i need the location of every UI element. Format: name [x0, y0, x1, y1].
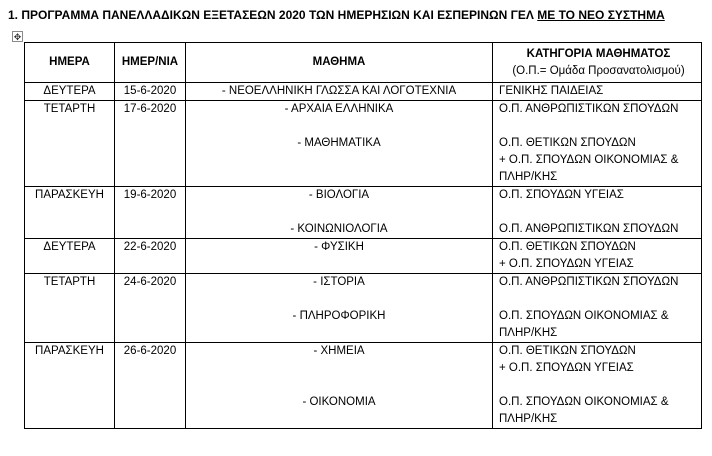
subject-line: - ΟΙΚΟΝΟΜΙΑ	[302, 396, 376, 408]
subject-line: - ΝΕΟΕΛΛΗΝΙΚΗ ΓΛΩΣΣΑ ΚΑΙ ΛΟΓΟΤΕΧΝΙΑ	[221, 85, 457, 97]
row-date: 17-6-2020	[115, 101, 186, 187]
table-move-handle[interactable]	[12, 31, 23, 42]
category-line: Ο.Π. ΣΠΟΥΔΩΝ ΥΓΕΙΑΣ	[499, 189, 624, 201]
subject-line: - ΦΥΣΙΚΗ	[314, 241, 364, 253]
row-subject	[186, 274, 493, 343]
subject-line: - ΙΣΤΟΡΙΑ	[313, 276, 365, 288]
row-date: 24-6-2020	[115, 274, 186, 343]
category-line: Ο.Π. ΑΝΘΡΩΠΙΣΤΙΚΩΝ ΣΠΟΥΔΩΝ	[499, 223, 679, 235]
row-day: ΠΑΡΑΣΚΕΥΗ	[25, 343, 115, 429]
header-subject: ΜΑΘΗΜΑ	[186, 43, 493, 83]
row-category	[493, 83, 702, 101]
row-subject	[186, 187, 493, 239]
category-line: Ο.Π. ΘΕΤΙΚΩΝ ΣΠΟΥΔΩΝ	[499, 241, 636, 253]
row-day: ΔΕΥΤΕΡΑ	[25, 239, 115, 274]
row-date: 26-6-2020	[115, 343, 186, 429]
row-subject	[186, 101, 493, 187]
title-text: 1. ΠΡΟΓΡΑΜΜΑ ΠΑΝΕΛΛΑΔΙΚΩΝ ΕΞΕΤΑΣΕΩΝ 2020 ΤΩΝ ΗΜΕΡΗΣΙΩΝ ΚΑΙ ΕΣΠΕΡΙΝΩΝ ΓΕΛ	[8, 8, 538, 22]
header-category	[493, 43, 702, 83]
row-category	[493, 101, 702, 187]
row-category	[493, 187, 702, 239]
category-line: Ο.Π. ΑΝΘΡΩΠΙΣΤΙΚΩΝ ΣΠΟΥΔΩΝ	[499, 276, 679, 288]
header-category-note: (Ο.Π.= Ομάδα Προσανατολισμού)	[512, 64, 685, 77]
subject-line: - ΠΛΗΡΟΦΟΡΙΚΗ	[292, 310, 386, 322]
title-underlined-text: ΜΕ ΤΟ ΝΕΟ ΣΥΣΤΗΜΑ	[537, 8, 665, 22]
table-header-row	[25, 43, 702, 83]
category-line: Ο.Π. ΘΕΤΙΚΩΝ ΣΠΟΥΔΩΝ	[499, 137, 636, 149]
row-day: ΔΕΥΤΕΡΑ	[25, 83, 115, 101]
document-title	[8, 8, 665, 22]
row-day: ΤΕΤΑΡΤΗ	[25, 274, 115, 343]
header-category-title: ΚΑΤΗΓΟΡΙΑ ΜΑΘΗΜΑΤΟΣ	[526, 47, 671, 60]
exam-schedule-table	[24, 42, 702, 429]
row-subject	[186, 239, 493, 274]
move-icon: ✥	[13, 32, 22, 42]
category-line: Ο.Π. ΣΠΟΥΔΩΝ ΟΙΚΟΝΟΜΙΑΣ &	[499, 310, 669, 322]
row-date: 15-6-2020	[115, 83, 186, 101]
subject-line: - ΑΡΧΑΙΑ ΕΛΛΗΝΙΚΑ	[284, 103, 394, 115]
category-line: Ο.Π. ΑΝΘΡΩΠΙΣΤΙΚΩΝ ΣΠΟΥΔΩΝ	[499, 103, 679, 115]
header-day: ΗΜΕΡΑ	[25, 43, 115, 83]
table-row	[25, 83, 702, 101]
row-category	[493, 239, 702, 274]
subject-line: - ΒΙΟΛΟΓΙΑ	[308, 189, 370, 201]
row-date: 22-6-2020	[115, 239, 186, 274]
row-day: ΤΕΤΑΡΤΗ	[25, 101, 115, 187]
row-date: 19-6-2020	[115, 187, 186, 239]
row-category	[493, 343, 702, 429]
header-date: ΗΜΕΡ/ΝΙΑ	[115, 43, 186, 83]
row-day: ΠΑΡΑΣΚΕΥΗ	[25, 187, 115, 239]
category-line: ΠΛΗΡ/ΚΗΣ	[499, 171, 558, 183]
category-line: + Ο.Π. ΣΠΟΥΔΩΝ ΥΓΕΙΑΣ	[499, 258, 634, 270]
table-row	[25, 239, 702, 274]
category-line: ΓΕΝΙΚΗΣ ΠΑΙΔΕΙΑΣ	[499, 85, 604, 97]
table-row	[25, 187, 702, 239]
category-line: ΠΛΗΡ/ΚΗΣ	[499, 413, 558, 425]
row-category	[493, 274, 702, 343]
table-row	[25, 274, 702, 343]
category-line: + Ο.Π. ΣΠΟΥΔΩΝ ΟΙΚΟΝΟΜΙΑΣ &	[499, 154, 679, 166]
subject-line: - ΧΗΜΕΙΑ	[313, 345, 365, 357]
table-row	[25, 101, 702, 187]
row-subject	[186, 83, 493, 101]
category-line: + Ο.Π. ΣΠΟΥΔΩΝ ΥΓΕΙΑΣ	[499, 362, 634, 374]
category-line: ΠΛΗΡ/ΚΗΣ	[499, 327, 558, 339]
table-row	[25, 343, 702, 429]
subject-line: - ΜΑΘΗΜΑΤΙΚΑ	[297, 137, 381, 149]
category-line: Ο.Π. ΣΠΟΥΔΩΝ ΟΙΚΟΝΟΜΙΑΣ &	[499, 396, 669, 408]
row-subject	[186, 343, 493, 429]
subject-line: - ΚΟΙΝΩΝΙΟΛΟΓΙΑ	[290, 223, 388, 235]
category-line: Ο.Π. ΘΕΤΙΚΩΝ ΣΠΟΥΔΩΝ	[499, 345, 636, 357]
